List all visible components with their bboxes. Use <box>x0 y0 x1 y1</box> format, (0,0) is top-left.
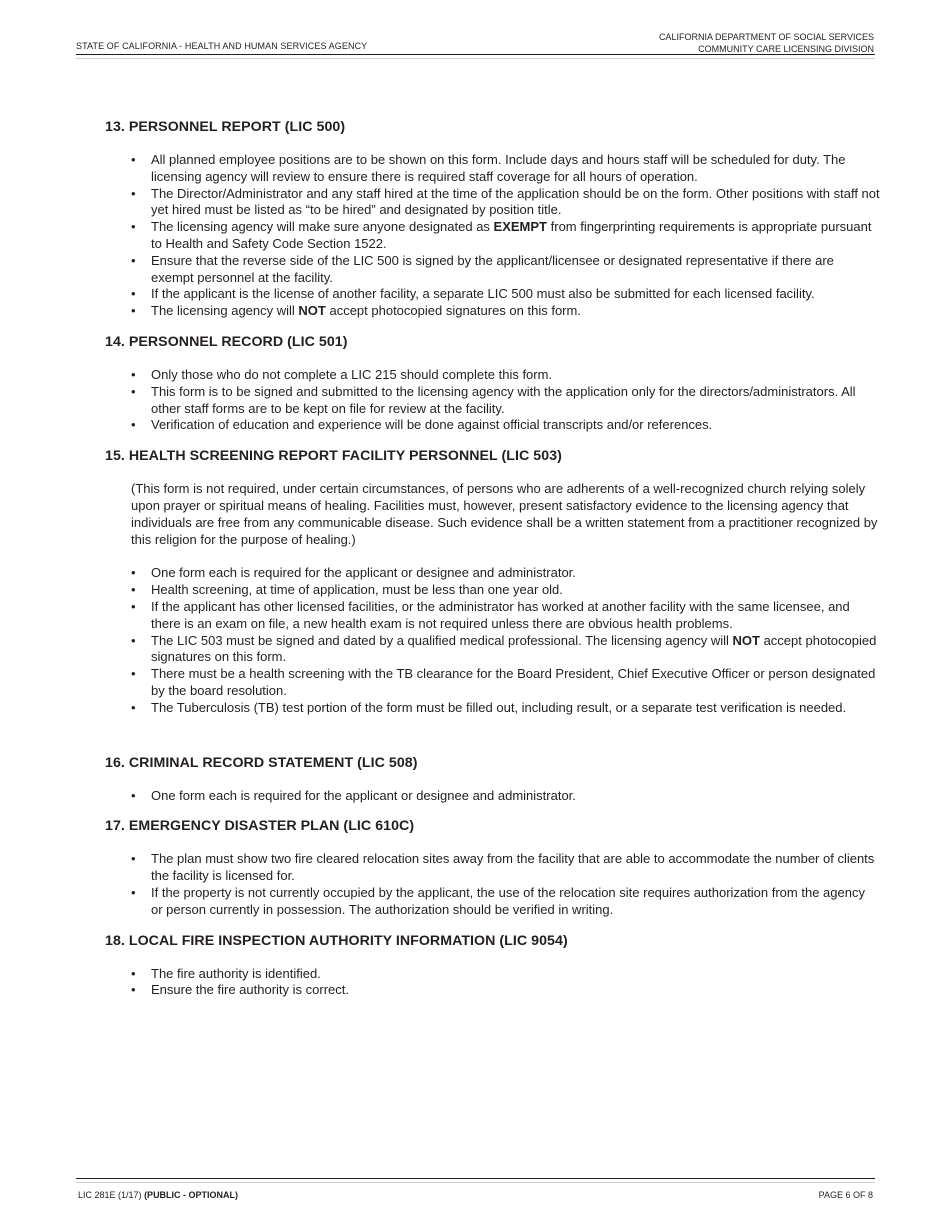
department-header <box>659 31 874 55</box>
section <box>105 334 880 434</box>
bullet-list <box>105 788 880 805</box>
section-heading: 18. LOCAL FIRE INSPECTION AUTHORITY INFORMATION (LIC 9054) <box>105 932 568 949</box>
bullet-icon: • <box>131 383 136 399</box>
bullet-item <box>105 186 880 220</box>
section <box>105 755 880 805</box>
bullet-text: The licensing agency will <box>151 303 299 319</box>
bullet-list <box>105 565 880 716</box>
division-name: COMMUNITY CARE LICENSING DIVISION <box>698 44 874 54</box>
bullet-item <box>105 633 880 667</box>
bullet-text: The Tuberculosis (TB) test portion of the form must be filled out, including result, or a separate test verification is needed. <box>151 699 847 715</box>
section <box>105 818 880 918</box>
bullet-text: Ensure the fire authority is correct. <box>151 982 349 998</box>
bullet-item <box>105 152 880 186</box>
emphasis-text: EXEMPT <box>493 219 548 235</box>
bullet-text: from fingerprinting requirements is appropriate pursuant to Health and Safety Code Section 1522. <box>151 219 872 251</box>
bullet-item <box>105 851 880 885</box>
bullet-icon: • <box>131 851 136 867</box>
bullet-item <box>105 700 880 717</box>
bullet-icon: • <box>131 699 136 715</box>
section-spacer <box>105 731 880 755</box>
section-heading: 14. PERSONNEL RECORD (LIC 501) <box>105 333 348 350</box>
bullet-item <box>105 599 880 633</box>
bullet-list <box>105 152 880 320</box>
form-identifier <box>78 1190 238 1200</box>
department-name: CALIFORNIA DEPARTMENT OF SOCIAL SERVICES <box>658 32 874 42</box>
bullet-icon: • <box>131 185 136 201</box>
bullet-list <box>105 851 880 918</box>
bullet-icon: • <box>131 582 136 598</box>
bullet-icon: • <box>131 632 136 648</box>
page-number: PAGE 6 OF 8 <box>818 1190 873 1200</box>
bullet-text: One form each is required for the applicant or designee and administrator. <box>151 787 576 803</box>
section-heading: 17. EMERGENCY DISASTER PLAN (LIC 610C) <box>105 818 415 835</box>
bullet-text: The licensing agency will make sure anyone designated as <box>151 219 494 235</box>
bullet-item <box>105 582 880 599</box>
bullet-text: If the applicant has other licensed facilities, or the administrator has worked at another facility with the same licensee, and there is an exam on file, a new health exam is not required unless there are obvious health problems. <box>151 598 850 631</box>
section <box>105 119 880 320</box>
bullet-icon: • <box>131 565 136 581</box>
bullet-list <box>105 367 880 434</box>
bullet-item <box>105 384 880 418</box>
bullet-item <box>105 219 880 253</box>
bullet-icon: • <box>131 982 136 998</box>
bullet-text: The LIC 503 must be signed and dated by a qualified medical professional. The licensing agency will <box>151 632 733 648</box>
bullet-text: Only those who do not complete a LIC 215 should complete this form. <box>151 366 553 382</box>
bullet-item <box>105 303 880 320</box>
section-heading: 16. CRIMINAL RECORD STATEMENT (LIC 508) <box>105 754 418 771</box>
bullet-text: The plan must show two fire cleared relocation sites away from the facility that are able to accommodate the number of clients the facility is licensed for. <box>151 851 875 884</box>
bullet-icon: • <box>131 152 136 167</box>
bullet-item <box>105 253 880 287</box>
bullet-text: If the property is not currently occupied by the applicant, the use of the relocation site requires authorization from the agency or person currently in possession. The authorization should be verified in writing. <box>151 884 865 917</box>
footer-rule <box>76 1178 875 1179</box>
bullet-icon: • <box>131 787 136 803</box>
bullet-item <box>105 666 880 700</box>
bullet-item <box>105 788 880 805</box>
header-rule-light <box>76 58 875 59</box>
bullet-icon: • <box>131 219 136 235</box>
form-id: LIC 281E (1/17) <box>78 1190 142 1200</box>
bullet-text: All planned employee positions are to be shown on this form. Include days and hours staff will be scheduled for duty. The licensing agency will review to ensure there is required staff coverage for all hours of operation. <box>151 152 846 184</box>
emphasis-text: NOT <box>732 632 760 648</box>
bullet-text: There must be a health screening with the TB clearance for the Board President, Chief Executive Officer or person designated by the board resolution. <box>151 666 876 698</box>
bullet-item <box>105 367 880 384</box>
bullet-text: This form is to be signed and submitted to the licensing agency with the application only for the directors/administrators. All other staff forms are to be kept on file for review at the facility. <box>151 383 856 416</box>
bullet-icon: • <box>131 666 136 682</box>
section <box>105 933 880 1000</box>
bullet-text: Health screening, at time of application, must be less than one year old. <box>151 582 563 598</box>
bullet-text: Ensure that the reverse side of the LIC 500 is signed by the applicant/licensee or designated representative if there are exempt personnel at the facility. <box>151 252 834 285</box>
bullet-icon: • <box>131 303 136 319</box>
section-note: (This form is not required, under certain circumstances, of persons who are adherents of a well-recognized church relying solely upon prayer or spiritual means of healing. Facilities must, however, present satisfactory evidence to the licensing agency that individuals are free from any communicable disease. Such evidence shall be a written statement from a practitioner recognized by this religion for the purpose of healing.) <box>131 481 878 547</box>
section-heading: 15. HEALTH SCREENING REPORT FACILITY PERSONNEL (LIC 503) <box>105 448 562 465</box>
header-rule <box>76 54 875 55</box>
section-heading: 13. PERSONNEL REPORT (LIC 500) <box>105 119 346 135</box>
bullet-item <box>105 966 880 983</box>
bullet-icon: • <box>131 884 136 900</box>
bullet-item <box>105 982 880 999</box>
footer-rule-light <box>76 1182 875 1183</box>
bullet-text: accept photocopied signatures on this form. <box>325 303 581 319</box>
bullet-icon: • <box>131 366 136 382</box>
bullet-list <box>105 966 880 1000</box>
bullet-icon: • <box>131 965 136 981</box>
document-body <box>105 119 880 1013</box>
bullet-icon: • <box>131 598 136 614</box>
emphasis-text: NOT <box>298 303 326 319</box>
bullet-icon: • <box>131 417 136 433</box>
section <box>105 448 880 716</box>
agency-header: STATE OF CALIFORNIA - HEALTH AND HUMAN SERVICES AGENCY <box>76 41 368 51</box>
bullet-text: accept photocopied signatures on this form. <box>151 632 877 665</box>
bullet-icon: • <box>131 252 136 268</box>
bullet-icon: • <box>131 286 136 302</box>
bullet-text: The fire authority is identified. <box>151 965 321 981</box>
bullet-item <box>105 565 880 582</box>
bullet-text: If the applicant is the license of another facility, a separate LIC 500 must also be submitted for each licensed facility. <box>151 286 815 302</box>
bullet-text: Verification of education and experience will be done against official transcripts and/or references. <box>151 417 713 433</box>
form-classification: (PUBLIC - OPTIONAL) <box>144 1190 239 1200</box>
bullet-item <box>105 885 880 919</box>
bullet-text: The Director/Administrator and any staff hired at the time of the application should be on the form. Other positions with staff not yet hired must be listed as “to be hired” and designated by position title. <box>151 185 880 218</box>
bullet-item <box>105 286 880 303</box>
bullet-text: One form each is required for the applicant or designee and administrator. <box>151 565 576 581</box>
bullet-item <box>105 417 880 434</box>
